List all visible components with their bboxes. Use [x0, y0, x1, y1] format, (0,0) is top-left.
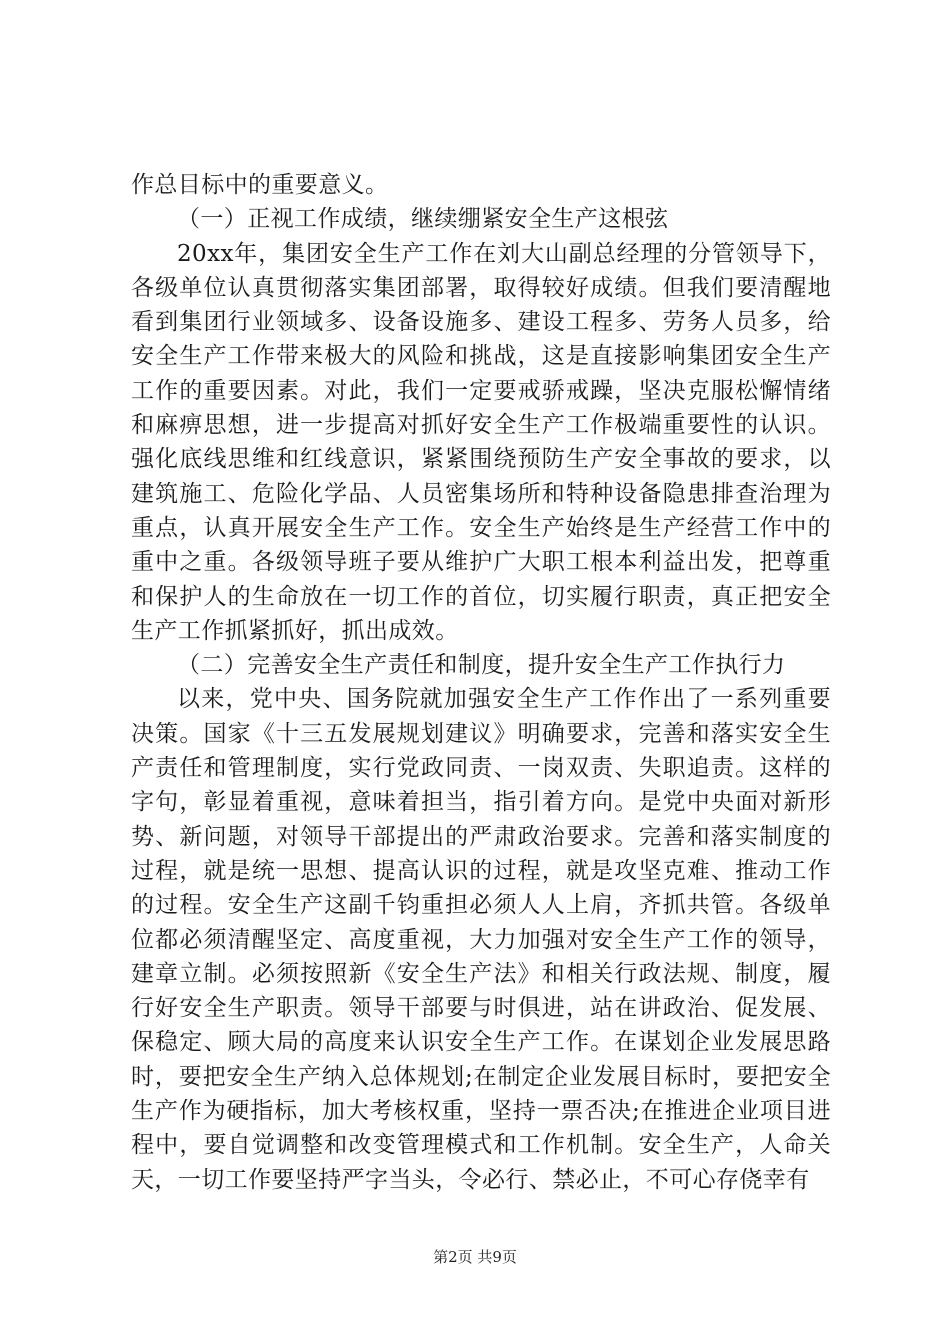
- paragraph-section-2: 以来，党中央、国务院就加强安全生产工作作出了一系列重要决策。国家《十三五发展规划建议》明确要求，完善和落实安全生产责任和管理制度，实行党政同责、一岗双责、失职追责。这样的字句，彰显着重视，意味着担当，指引着方向。是党中央面对新形势、新问题，对领导干部提出的严肃政治要求。完善和落实制度的过程，就是统一思想、提高认识的过程，就是攻坚克难、推动工作的过程。安全生产这副千钧重担必须人人上肩，齐抓共管。各级单位都必须清醒坚定、高度重视，大力加强对安全生产工作的领导，建章立制。必须按照新《安全生产法》和相关行政法规、制度，履行好安全生产职责。领导干部要与时俱进，站在讲政治、促发展、保稳定、顾大局的高度来认识安全生产工作。在谋划企业发展思路时，要把安全生产纳入总体规划;在制定企业发展目标时，要把安全生产作为硬指标，加大考核权重，坚持一票否决;在推进企业项目进程中，要自觉调整和改变管理模式和工作机制。安全生产，人命关天，一切工作要坚持严字当头，令必行、禁必止，不可心存侥幸有: [131, 686, 831, 1193]
- paragraph-section-1: 20xx年，集团安全生产工作在刘大山副总经理的分管领导下，各级单位认真贯彻落实集团部署，取得较好成绩。但我们要清醒地看到集团行业领域多、设备设施多、建设工程多、劳务人员多，给安全生产工作带来极大的风险和挑战，这是直接影响集团安全生产工作的重要因素。对此，我们一定要戒骄戒躁，坚决克服松懈情绪和麻痹思想，进一步提高对抓好安全生产工作极端重要性的认识。强化底线思维和红线意识，紧紧围绕预防生产安全事故的要求，以建筑施工、危险化学品、人员密集场所和特种设备隐患排查治理为重点，认真开展安全生产工作。安全生产始终是生产经营工作中的重中之重。各级领导班子要从维护广大职工根本利益出发，把尊重和保护人的生命放在一切工作的首位，切实履行职责，真正把安全生产工作抓紧抓好，抓出成效。: [131, 240, 831, 644]
- section-heading-1: （一）正视工作成绩，继续绷紧安全生产这根弦: [177, 206, 669, 233]
- page-number-footer: 第2页 共9页: [433, 1248, 517, 1266]
- document-body: [131, 168, 831, 1197]
- section-heading-2: （二）完善安全生产责任和制度，提升安全生产工作执行力: [177, 652, 786, 679]
- paragraph-continuation: 作总目标中的重要意义。: [131, 172, 389, 198]
